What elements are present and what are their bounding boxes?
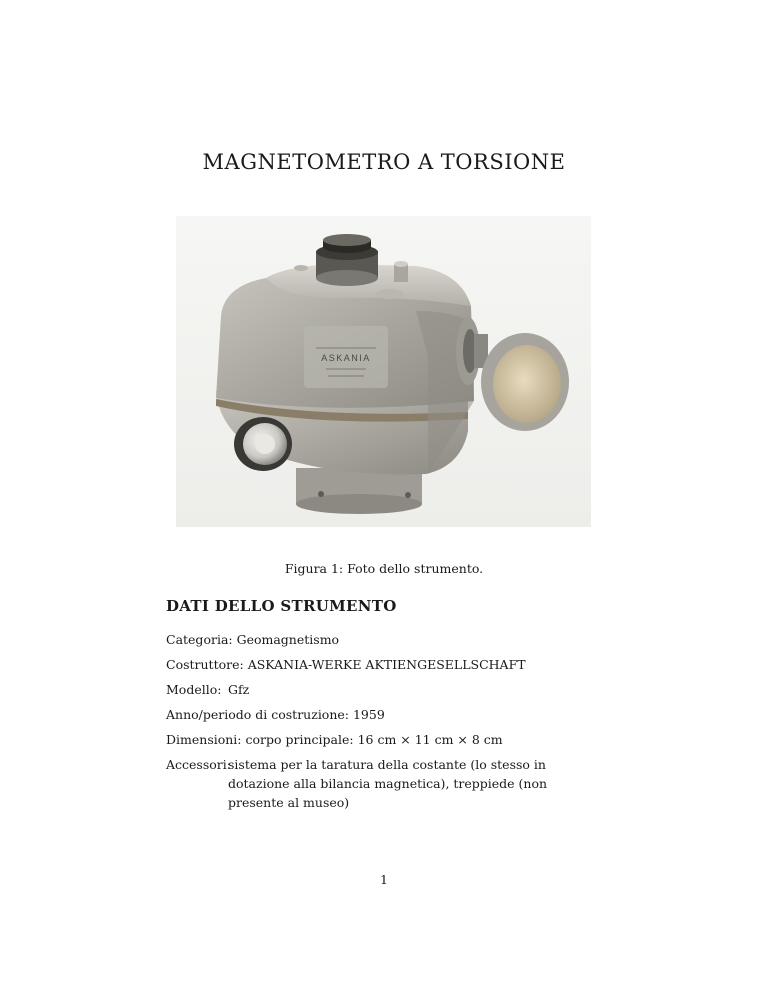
field-label: Modello: xyxy=(166,682,222,697)
field-value: 1959 xyxy=(352,707,385,722)
field-value: Geomagnetismo xyxy=(236,632,340,647)
field-value: ASKANIA-WERKE AKTIENGESELLSCHAFT xyxy=(247,657,526,672)
field-label: Dimensioni: xyxy=(166,732,242,747)
field-label: Categoria: xyxy=(166,632,233,647)
field-costruttore xyxy=(166,655,526,674)
field-anno xyxy=(166,705,385,724)
section-heading: DATI DELLO STRUMENTO xyxy=(166,597,397,615)
document-title: MAGNETOMETRO A TORSIONE xyxy=(202,150,566,174)
field-value: Gfz xyxy=(228,682,250,697)
field-modello xyxy=(166,680,249,699)
field-label: Costruttore: xyxy=(166,657,244,672)
field-label: Accessori: xyxy=(166,757,231,772)
page-number: 1 xyxy=(380,872,388,887)
instrument-photo xyxy=(176,216,591,527)
svg-text:ASKANIA: ASKANIA xyxy=(321,353,371,363)
field-categoria xyxy=(166,630,339,649)
field-value: corpo principale: 16 cm × 11 cm × 8 cm xyxy=(245,732,503,747)
field-dimensioni xyxy=(166,730,503,749)
field-label: Anno/periodo di costruzione: xyxy=(166,707,349,722)
figure-caption: Figura 1: Foto dello strumento. xyxy=(284,561,484,576)
field-value: sistema per la taratura della costante (lo stesso in dotazione alla bilancia magnetica), treppiede (non presente al museo) xyxy=(228,757,548,810)
